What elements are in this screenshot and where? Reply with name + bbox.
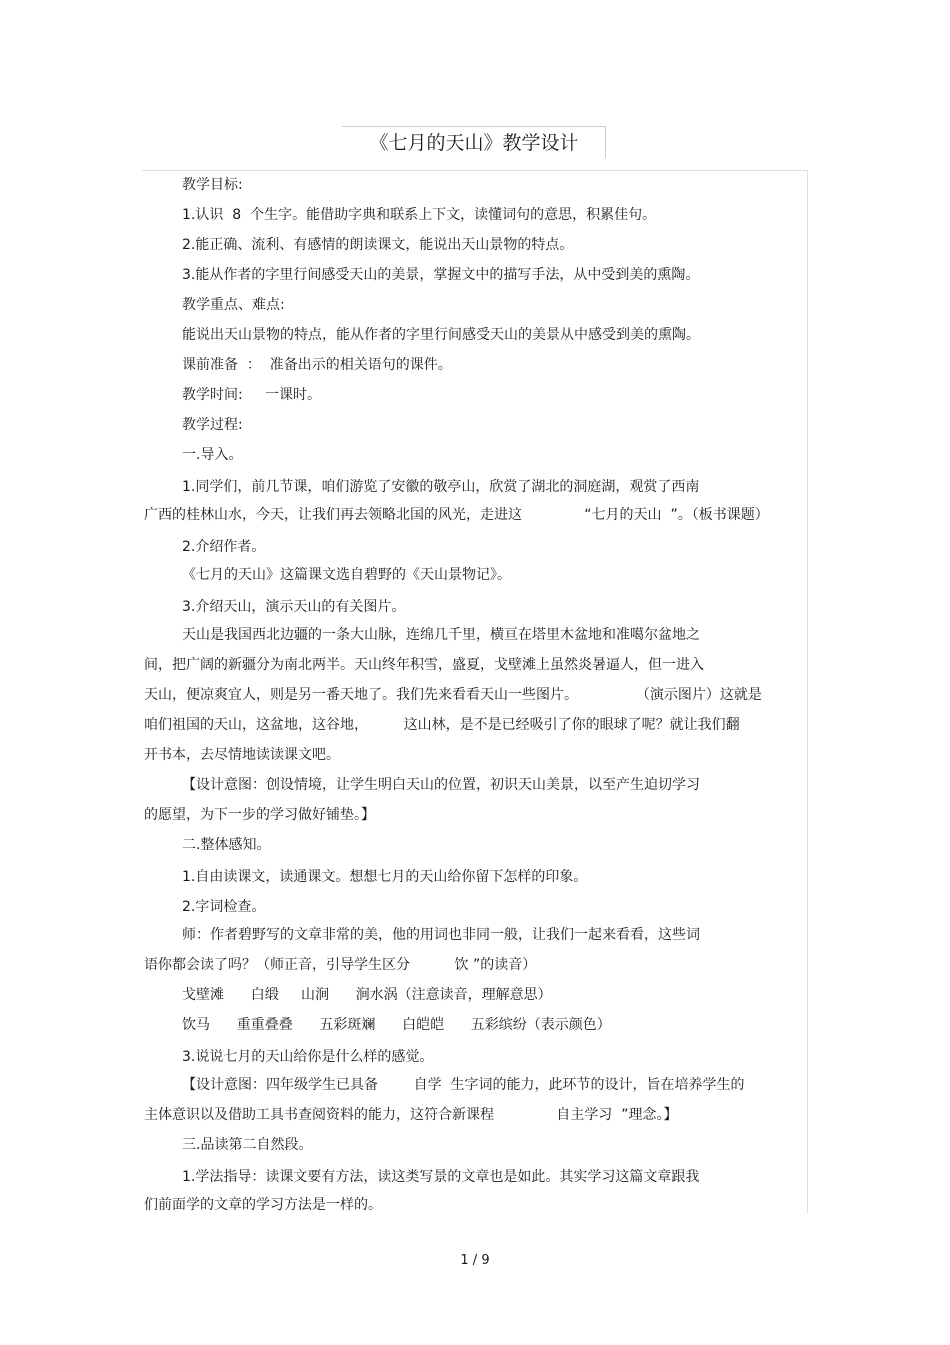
text-line: 能说出天山景物的特点，能从作者的字里行间感受天山的美景从中感受到美的熏陶。 <box>182 327 700 343</box>
text-line: 1.认识 8 个生字。能借助字典和联系上下文，读懂词句的意思，积累佳句。 <box>182 207 657 223</box>
text-line: 《七月的天山》这篇课文选自碧野的《天山景物记》。 <box>182 567 511 583</box>
text-line: 天山，便凉爽宜人，则是另一番天地了。我们先来看看天山一些图片。 （演示图片）这就是 <box>144 687 762 703</box>
page-number: 1 / 9 <box>460 1253 490 1268</box>
text-line: 语你都会读了吗？（师正音，引导学生区分 饮 ”的读音） <box>144 957 537 973</box>
text-line: 1.自由读课文，读通课文。想想七月的天山给你留下怎样的印象。 <box>182 869 588 885</box>
design-intent-note: 主体意识以及借助工具书查阅资料的能力，这符合新课程 自主学习 ”理念。】 <box>144 1107 678 1123</box>
text-line: 3.介绍天山，演示天山的有关图片。 <box>182 599 406 615</box>
text-line: 师：作者碧野写的文章非常的美，他的用词也非同一般，让我们一起来看看，这些词 <box>182 927 700 943</box>
text-line: 课前准备 ： 准备出示的相关语句的课件。 <box>182 357 452 373</box>
text-line: 天山是我国西北边疆的一条大山脉，连绵几千里，横亘在塔里木盆地和准噶尔盆地之 <box>182 627 700 643</box>
section-heading: 三.品读第二自然段。 <box>182 1137 313 1153</box>
text-line: 广西的桂林山水，今天，让我们再去领略北国的风光，走进这 “七月的天山 ”。（板书课题） <box>144 507 769 523</box>
section-heading: 教学目标: <box>182 177 243 193</box>
section-heading: 一.导入。 <box>182 447 243 463</box>
text-line: 1.学法指导：读课文要有方法，读这类写景的文章也是如此。其实学习这篇文章跟我 <box>182 1169 700 1185</box>
text-line: 1.同学们，前几节课，咱们游览了安徽的敬亭山，欣赏了湖北的洞庭湖，观赏了西南 <box>182 479 700 495</box>
vocabulary-line: 饮马 重重叠叠 五彩斑斓 白皑皑 五彩缤纷（表示颜色） <box>182 1017 611 1033</box>
section-heading: 二.整体感知。 <box>182 837 271 853</box>
text-line: 2.能正确、流利、有感情的朗读课文，能说出天山景物的特点。 <box>182 237 574 253</box>
section-heading: 教学过程: <box>182 417 243 433</box>
text-line: 咱们祖国的天山，这盆地，这谷地， 这山林，是不是已经吸引了你的眼球了呢？就让我们翻 <box>144 717 740 733</box>
text-line: 3.能从作者的字里行间感受天山的美景，掌握文中的描写手法，从中受到美的熏陶。 <box>182 267 700 283</box>
document-title: 《七月的天山》教学设计 <box>369 132 579 154</box>
design-intent-note: 的愿望，为下一步的学习做好铺垫。】 <box>144 807 375 823</box>
text-line: 2.字词检查。 <box>182 899 266 915</box>
text-line: 们前面学的文章的学习方法是一样的。 <box>144 1197 382 1213</box>
vocabulary-line: 戈壁滩 白缎 山涧 涧水涡（注意读音，理解意思） <box>182 987 552 1003</box>
text-line: 间，把广阔的新疆分为南北两半。天山终年积雪，盛夏，戈壁滩上虽然炎暑逼人，但一进入 <box>144 657 704 673</box>
title-frame-top <box>342 126 606 127</box>
design-intent-note: 【设计意图：创设情境，让学生明白天山的位置，初识天山美景，以至产生迫切学习 <box>182 777 700 793</box>
section-heading: 教学重点、难点: <box>182 297 285 313</box>
text-line: 开书本，去尽情地读读课文吧。 <box>144 747 340 763</box>
text-line: 教学时间: 一课时。 <box>182 387 321 403</box>
text-line: 2.介绍作者。 <box>182 539 266 555</box>
design-intent-note: 【设计意图：四年级学生已具备 自学 生字词的能力，此环节的设计，旨在培养学生的 <box>182 1077 745 1093</box>
text-line: 3.说说七月的天山给你是什么样的感觉。 <box>182 1049 434 1065</box>
